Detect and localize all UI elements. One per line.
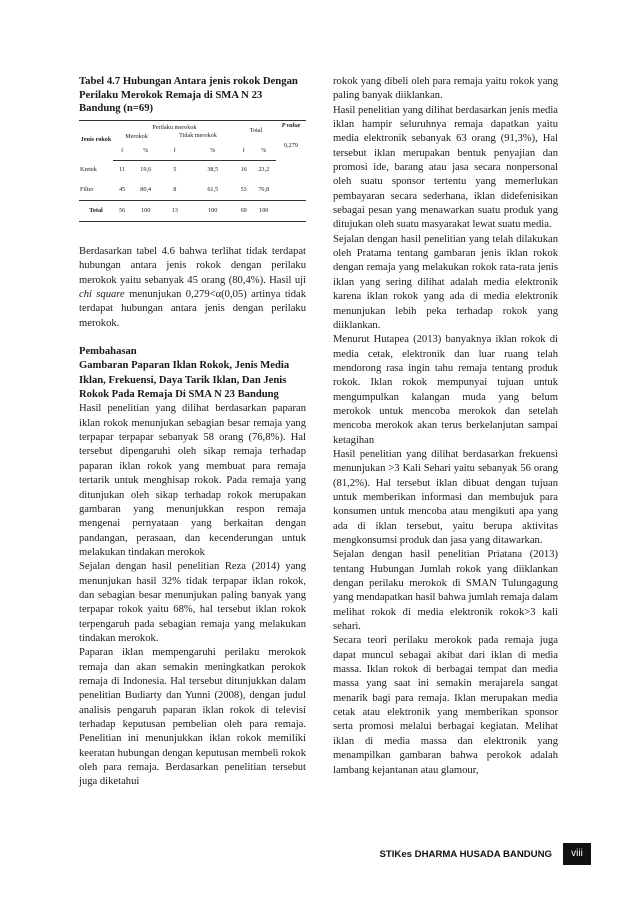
left-column (79, 75, 306, 790)
row-label: Kretek (80, 166, 97, 173)
total-label: Total (79, 201, 113, 222)
table-summary-paragraph: Berdasarkan tabel 4.6 bahwa terlihat tidak terdapat hubungan antara jenis rokok dengan perilaku merokok yaitu sebanyak 45 orang (80,4%). Hasil uji chi square menunjukan 0,279<α(0,05) artinya tidak terdapat hubungan antara jenis dengan perilaku merokok. (79, 246, 306, 329)
body-paragraph: Sejalan dengan hasil penelitian yang telah dilakukan oleh Pratama tentang gambaran jenis iklan rokok dengan remaja yang melakukan rokok rata-rata jenis iklan yang sering dilihat adalah media elektronik karena iklan rokok yang ada di media elektronik menunjukan lebih peka terhadap rokok yang diiklankan. (333, 233, 558, 331)
table-cell: 61,5 (190, 180, 236, 201)
body-paragraph: Hasil penelitian yang dilihat berdasarkan frekuensi menunjukan >3 Kali Sehari yaitu sebanyak 56 orang (81,2%). Hal tersebut iklan dibuat dengan tujuan untuk memberikan informasi dan membujuk para konsumen untuk mencoba atau mengikuti apa yang ada di iklan tersebut, yaitu berupa aktivitas mengkonsumsi produk dan jasa yang ditawarkan. (333, 448, 558, 546)
unit-cell: f (160, 142, 190, 161)
unit-cell: f (236, 142, 252, 161)
table-cell: 13 (160, 201, 190, 222)
table-title: Tabel 4.7 Hubungan Antara jenis rokok Dengan Perilaku Merokok Remaja di SMA N 23 Bandung (n=69) (79, 75, 298, 114)
table-cell: 80,4 (131, 180, 160, 201)
tidak-merokok-header: Tidak merokok (179, 131, 217, 139)
table-cell: 69 (236, 201, 252, 222)
sub-heading: Gambaran Paparan Iklan Rokok, Jenis Media Iklan, Frekuensi, Daya Tarik Iklan, Dan Jenis Rokok Pada Remaja Di SMA N 23 Bandung (79, 360, 290, 401)
body-paragraph: rokok yang dibeli oleh para remaja yaitu rokok yang paling banyak diiklankan. (333, 76, 558, 102)
unit-cell: % (131, 142, 160, 161)
body-paragraph: Secara teori perilaku merokok pada remaja juga dapat muncul sebagai akibat dari iklan di media massa. Iklan rokok di berbagai tempat dan media massa yang saat ini semakin merajarela sangat menarik bagi para remaja. Iklan merupakan media cetak atau elektronik yang memberikan sponsor serta promosi melalui berbagai kegiatan. Melihat iklan di media massa dan elektronik yang menampilkan gambaran bahwa perokok adalah lambang kejantanan atau glamour, (333, 635, 558, 776)
table-cell: 11 (119, 166, 126, 174)
row-header: Jenis rokok (79, 120, 113, 160)
page-number: viii (563, 843, 591, 865)
table-cell: 76,8 (251, 180, 276, 201)
body-paragraph: Paparan iklan mempengaruhi perilaku merokok remaja dan akan semakin meningkatkan perokok remaja di Indonesia. Hal tersebut ditunjukkan dalam penelitian Budiarty dan Yunni (2008), dengan judul analisis pengaruh paparan iklan rokok di televisi terhadap keputusan pembelian oleh para remaja. Penelitian ini menunjukkan iklan rokok memiliki keeratan hubungan dengan keputusan membeli rokok oleh para remaja. Berdasarkan penelitian tersebut juga diketahui (79, 647, 306, 788)
group-header: Perilaku merokok (113, 120, 236, 132)
merokok-header: Merokok (125, 132, 148, 140)
right-column (333, 75, 558, 778)
unit-cell: % (251, 142, 276, 161)
table-cell: 16 (240, 166, 247, 174)
results-table (79, 120, 306, 223)
section-heading: Pembahasan (79, 346, 137, 358)
table-cell: 100 (131, 201, 160, 222)
body-paragraph: Hasil penelitian yang dilihat berdasarkan jenis media iklan hampir seluruhnya remaja dapatkan yaitu media elektronik sebanyak 63 orang (91,3%), Hal tersebut iklan merupakan bentuk penyajian dan promosi ide, barang atau jasa secara nonpersonal oleh suatu sponsor tertentu yang memerlukan pembayaran secara sederhana, iklan didefenisikan sebagai pesan yang menawarkan suatu produk yang ditujukan oleh suatu masyarakat lewat suatu media. (333, 104, 558, 231)
table-cell: 100 (251, 201, 276, 222)
body-paragraph: Sejalan dengan hasil penelitian Reza (2014) yang menunjukan hasil 32% tidak terpapar iklan rokok, dan sebagian besar menunjukan paling banyak yang terpapar rokok yaitu 68%, hal tersebut iklan rokok terpengaruh pada sebagian remaja yang melakukan tindakan merokok. (79, 561, 306, 644)
body-paragraph: Hasil penelitian yang dilihat berdasarkan paparan iklan rokok menunjukan sebagian besar remaja yang terpapar terpapar sebanyak 58 orang (76,8%). Hal tersebut dipengaruhi oleh sikap remaja terhadap paparan iklan rokok yang membuat para remaja tertarik untuk menghisap rokok. Pada remaja yang ditunjukan oleh sikap terhadap rokok merupakan gambaran yang menunjukkan respon remaja mengenai pernyataan yang berkaitan dengan pandangan, perasaan, dan kecenderungan untuk melakukan tindakan merokok (79, 403, 306, 558)
table-cell: 23,2 (258, 166, 270, 174)
total-header: Total (236, 120, 276, 142)
footer-institution: STIKes DHARMA HUSADA BANDUNG (379, 849, 552, 860)
table-cell: 5 (173, 166, 177, 174)
table-cell: 8 (160, 180, 190, 201)
table-cell: 53 (236, 180, 252, 201)
p-value-header: P value (276, 120, 306, 132)
table-row (79, 160, 306, 180)
italic-term: chi square (79, 289, 125, 301)
table-cell: 38,5 (207, 166, 219, 174)
body-paragraph: Menurut Hutapea (2013) banyaknya iklan rokok di media cetak, elektronik dan luar ruang telah mendorong rasa ingin tahu remaja tentang produk rokok. Iklan rokok mempunyai tujuan untuk mengumpulkan kalangan muda yang belum merokok untuk mencoba merokok dan setelah mencoba merokok akan terus berkelanjutan sampai ketagihan (333, 334, 558, 446)
table-cell: 45 (113, 180, 131, 201)
unit-cell: % (190, 142, 236, 161)
p-value: 0,279 (284, 141, 298, 149)
table-cell: 19,6 (140, 166, 152, 174)
table-cell: 56 (113, 201, 131, 222)
table-cell: 100 (190, 201, 236, 222)
body-paragraph: Sejalan dengan hasil penelitian Priatana (2013) tentang Hubungan Jumlah rokok yang diiklankan dengan perilaku merokok di SMAN Tulungagung yang mendapatkan hasil bahwa jumlah remaja dalam melihat rokok di media elektronik rokok>3 kali sehari. (333, 549, 558, 633)
unit-cell: f (113, 142, 131, 161)
table-row (79, 180, 306, 201)
row-label: Filter (79, 180, 113, 201)
table-total-row (79, 201, 306, 222)
